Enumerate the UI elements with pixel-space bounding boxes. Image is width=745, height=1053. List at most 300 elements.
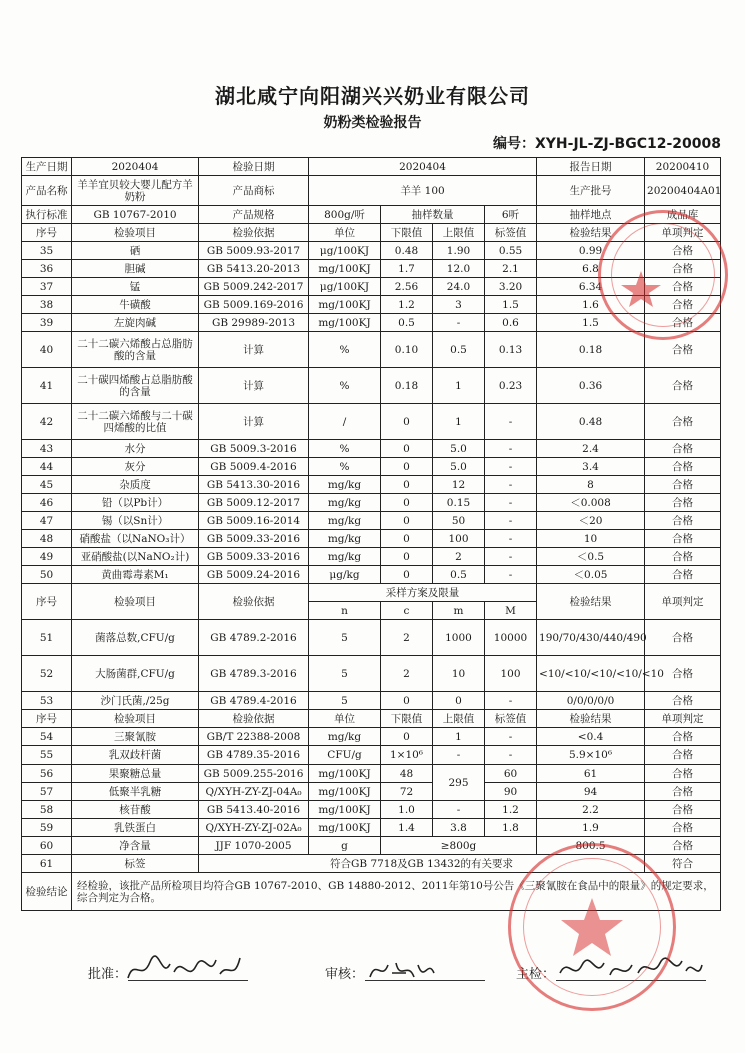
header-cell: 检验依据 (199, 584, 309, 620)
cell-basis: GB 5009.255-2016 (199, 765, 309, 783)
table-row (22, 819, 721, 837)
cell-judge: 合格 (645, 512, 721, 530)
cell-label: - (485, 404, 537, 440)
header-cell: 检验结果 (537, 224, 645, 242)
cell-no: 58 (22, 801, 72, 819)
cell-result: 0.48 (537, 404, 645, 440)
cell-no: 50 (22, 566, 72, 584)
cell-lower: 48 (381, 765, 433, 783)
cell-label: 0.23 (485, 368, 537, 404)
table-row (22, 260, 721, 278)
cell-c: 2 (381, 620, 433, 656)
cell-upper: 0.15 (433, 494, 485, 512)
cell-lower: 0 (381, 440, 433, 458)
cell-M: - (485, 692, 537, 710)
cell-judge: 合格 (645, 530, 721, 548)
header-cell: 单位 (309, 710, 381, 728)
cell-no: 46 (22, 494, 72, 512)
cell-M: 100 (485, 656, 537, 692)
cell-basis: 计算 (199, 368, 309, 404)
cell-judge: 合格 (645, 548, 721, 566)
review-signature (366, 955, 436, 991)
cell-judge: 合格 (645, 728, 721, 746)
cell-item: 硒 (72, 242, 199, 260)
document-number: 编号：XYH-JL-ZJ-BGC12-20008 (492, 136, 721, 152)
cell-n: 5 (309, 692, 381, 710)
cell-result: 1.5 (537, 314, 645, 332)
cell-upper: 5.0 (433, 440, 485, 458)
cell-basis: GB 5009.24-2016 (199, 566, 309, 584)
header-cell: c (381, 602, 433, 620)
cell-unit: mg/100KJ (309, 314, 381, 332)
cell-lower: 0 (381, 728, 433, 746)
cell-lower: 2.56 (381, 278, 433, 296)
header-cell: n (309, 602, 381, 620)
cell-no: 42 (22, 404, 72, 440)
cell-item: 亚硝酸盐(以NaNO₂计) (72, 548, 199, 566)
cell-requirement: 符合GB 7718及GB 13432的有关要求 (199, 855, 645, 873)
header-cell: 检验项目 (72, 710, 199, 728)
header-cell: 标签值 (485, 224, 537, 242)
cell-item: 三聚氰胺 (72, 728, 199, 746)
cell-m: 0 (433, 692, 485, 710)
cell-lower: 0.18 (381, 368, 433, 404)
cell-item: 水分 (72, 440, 199, 458)
cell-judge: 合格 (645, 837, 721, 855)
approve-signature (124, 952, 244, 992)
info-row (22, 206, 721, 224)
cell-basis: GB 5009.12-2017 (199, 494, 309, 512)
cell-result: 61 (537, 765, 645, 783)
cell-item: 净含量 (72, 837, 199, 855)
info-value: 成品库 (645, 206, 721, 224)
cell-judge: 合格 (645, 620, 721, 656)
cell-lower: 0 (381, 530, 433, 548)
cell-basis: GB 4789.35-2016 (199, 746, 309, 765)
cell-upper: 3.8 (433, 819, 485, 837)
cell-result: 5.9×10⁶ (537, 746, 645, 765)
cell-m: 10 (433, 656, 485, 692)
cell-label: 60 (485, 765, 537, 783)
table-row (22, 837, 721, 855)
cell-basis: 计算 (199, 404, 309, 440)
cell-judge: 合格 (645, 819, 721, 837)
cell-basis: GB 4789.2-2016 (199, 620, 309, 656)
table-row (22, 314, 721, 332)
cell-result: ＜0.05 (537, 566, 645, 584)
cell-item: 二十二碳六烯酸与二十碳四烯酸的比值 (72, 404, 199, 440)
cell-lower: 0 (381, 512, 433, 530)
table-row (22, 728, 721, 746)
cell-item: 锡（以Sn计） (72, 512, 199, 530)
info-value: 800g/听 (309, 206, 381, 224)
table-row (22, 765, 721, 783)
cell-label: - (485, 530, 537, 548)
cell-upper: - (433, 314, 485, 332)
header-cell: 下限值 (381, 710, 433, 728)
cell-no: 38 (22, 296, 72, 314)
cell-upper: - (433, 746, 485, 765)
table-row (22, 512, 721, 530)
cell-upper: 50 (433, 512, 485, 530)
table-row (22, 404, 721, 440)
cell-unit: mg/kg (309, 548, 381, 566)
cell-no: 54 (22, 728, 72, 746)
cell-result: 94 (537, 783, 645, 801)
cell-unit: mg/100KJ (309, 783, 381, 801)
cell-lower: 0 (381, 566, 433, 584)
header-cell: 检验依据 (199, 224, 309, 242)
cell-unit: / (309, 404, 381, 440)
header-cell: 序号 (22, 224, 72, 242)
header-cell: 标签值 (485, 710, 537, 728)
cell-judge: 合格 (645, 566, 721, 584)
cell-unit: % (309, 458, 381, 476)
cell-upper: 100 (433, 530, 485, 548)
header-cell: 检验结果 (537, 710, 645, 728)
cell-result: 0.36 (537, 368, 645, 404)
header-cell: m (433, 602, 485, 620)
cell-judge: 合格 (645, 296, 721, 314)
cell-item: 沙门氏菌,/25g (72, 692, 199, 710)
cell-no: 48 (22, 530, 72, 548)
cell-upper: 1.90 (433, 242, 485, 260)
header-cell: 单项判定 (645, 584, 721, 620)
cell-basis: GB 5009.3-2016 (199, 440, 309, 458)
inspect-signature (556, 953, 706, 991)
cell-no: 59 (22, 819, 72, 837)
cell-lower: 0 (381, 404, 433, 440)
table-row (22, 476, 721, 494)
cell-result: 0.99 (537, 242, 645, 260)
cell-lower: 1.7 (381, 260, 433, 278)
cell-upper: 2 (433, 548, 485, 566)
table-row (22, 620, 721, 656)
cell-unit: g (309, 837, 381, 855)
cell-basis: GB 5009.242-2017 (199, 278, 309, 296)
cell-limit: ≥800g (381, 837, 537, 855)
cell-label: 1.8 (485, 819, 537, 837)
table-row (22, 242, 721, 260)
cell-judge: 合格 (645, 765, 721, 783)
cell-label: - (485, 548, 537, 566)
cell-item: 杂质度 (72, 476, 199, 494)
cell-no: 39 (22, 314, 72, 332)
cell-label: 0.6 (485, 314, 537, 332)
cell-upper: 0.5 (433, 332, 485, 368)
info-value: 20200404A01 (645, 176, 721, 206)
cell-result: <0.4 (537, 728, 645, 746)
cell-unit: μg/100KJ (309, 242, 381, 260)
cell-item: 硝酸盐（以NaNO₃计） (72, 530, 199, 548)
header-cell: 采样方案及限量 (309, 584, 537, 602)
cell-label: - (485, 440, 537, 458)
cell-label: - (485, 494, 537, 512)
cell-no: 35 (22, 242, 72, 260)
cell-item: 二十二碳六烯酸占总脂肪酸的含量 (72, 332, 199, 368)
cell-no: 40 (22, 332, 72, 368)
cell-unit: mg/100KJ (309, 819, 381, 837)
cell-basis: GB 5009.4-2016 (199, 458, 309, 476)
table-row (22, 855, 721, 873)
header-cell: 检验结果 (537, 584, 645, 620)
cell-basis: Q/XYH-ZY-ZJ-04A₀ (199, 783, 309, 801)
cell-judge: 合格 (645, 368, 721, 404)
cell-basis: GB 5009.93-2017 (199, 242, 309, 260)
table-row (22, 746, 721, 765)
cell-no: 41 (22, 368, 72, 404)
cell-item: 低聚半乳糖 (72, 783, 199, 801)
cell-item: 乳铁蛋白 (72, 819, 199, 837)
cell-label: - (485, 746, 537, 765)
cell-item: 胆碱 (72, 260, 199, 278)
header-cell: 单项判定 (645, 710, 721, 728)
cell-label: 90 (485, 783, 537, 801)
cell-item: 黄曲霉毒素M₁ (72, 566, 199, 584)
table-row (22, 692, 721, 710)
info-label: 产品名称 (22, 176, 72, 206)
cell-item: 灰分 (72, 458, 199, 476)
info-value: 2020404 (309, 158, 537, 176)
cell-upper: 5.0 (433, 458, 485, 476)
cell-judge: 符合 (645, 855, 721, 873)
inspect-label: 主检： (516, 967, 556, 982)
cell-upper: 3 (433, 296, 485, 314)
cell-no: 51 (22, 620, 72, 656)
cell-item: 铅（以Pb计） (72, 494, 199, 512)
info-label: 抽样地点 (537, 206, 645, 224)
cell-result: ＜0.5 (537, 548, 645, 566)
cell-lower: 0.48 (381, 242, 433, 260)
header-cell: 单项判定 (645, 224, 721, 242)
info-label: 检验日期 (199, 158, 309, 176)
conclusion-row (22, 873, 721, 911)
cell-label: 1.2 (485, 801, 537, 819)
table-row (22, 494, 721, 512)
header-cell: 检验项目 (72, 224, 199, 242)
cell-no: 37 (22, 278, 72, 296)
cell-result: 190/70/430/440/490 (537, 620, 645, 656)
cell-upper: 1 (433, 728, 485, 746)
cell-upper: 295 (433, 765, 485, 801)
conclusion-label: 检验结论 (22, 873, 72, 911)
column-header-row (22, 224, 721, 242)
cell-judge: 合格 (645, 656, 721, 692)
cell-item: 乳双歧杆菌 (72, 746, 199, 765)
cell-result: ＜20 (537, 512, 645, 530)
cell-item: 果聚糖总量 (72, 765, 199, 783)
cell-judge: 合格 (645, 278, 721, 296)
cell-label: - (485, 458, 537, 476)
info-label: 报告日期 (537, 158, 645, 176)
cell-unit: mg/100KJ (309, 296, 381, 314)
cell-basis: GB 5413.30-2016 (199, 476, 309, 494)
info-label: 产品规格 (199, 206, 309, 224)
cell-lower: 0 (381, 494, 433, 512)
cell-no: 60 (22, 837, 72, 855)
table-row (22, 332, 721, 368)
cell-no: 43 (22, 440, 72, 458)
info-value: 羊羊宜贝较大婴儿配方羊奶粉 (72, 176, 199, 206)
cell-label: 2.1 (485, 260, 537, 278)
cell-lower: 1×10⁶ (381, 746, 433, 765)
cell-no: 57 (22, 783, 72, 801)
table-row (22, 783, 721, 801)
cell-upper: - (433, 801, 485, 819)
header-cell: 单位 (309, 224, 381, 242)
cell-judge: 合格 (645, 332, 721, 368)
cell-result: 10 (537, 530, 645, 548)
cell-upper: 0.5 (433, 566, 485, 584)
info-row (22, 176, 721, 206)
cell-result: 8 (537, 476, 645, 494)
cell-lower: 0 (381, 548, 433, 566)
cell-basis: GB/T 22388-2008 (199, 728, 309, 746)
info-value: 羊羊 100 (309, 176, 537, 206)
cell-lower: 72 (381, 783, 433, 801)
review-label: 审核： (325, 967, 365, 982)
cell-result: 0.18 (537, 332, 645, 368)
cell-result: 2.2 (537, 801, 645, 819)
header-cell: 检验项目 (72, 584, 199, 620)
cell-c: 2 (381, 656, 433, 692)
cell-n: 5 (309, 656, 381, 692)
cell-item: 菌落总数,CFU/g (72, 620, 199, 656)
cell-judge: 合格 (645, 494, 721, 512)
cell-basis: JJF 1070-2005 (199, 837, 309, 855)
cell-no: 44 (22, 458, 72, 476)
cell-judge: 合格 (645, 801, 721, 819)
cell-judge: 合格 (645, 404, 721, 440)
cell-unit: mg/kg (309, 494, 381, 512)
cell-unit: mg/100KJ (309, 260, 381, 278)
cell-no: 53 (22, 692, 72, 710)
table-row (22, 440, 721, 458)
cell-no: 45 (22, 476, 72, 494)
cell-judge: 合格 (645, 242, 721, 260)
cell-label: - (485, 566, 537, 584)
table-row (22, 801, 721, 819)
info-value: 6听 (485, 206, 537, 224)
cell-judge: 合格 (645, 692, 721, 710)
cell-basis: GB 5413.40-2016 (199, 801, 309, 819)
cell-n: 5 (309, 620, 381, 656)
table-row (22, 566, 721, 584)
cell-lower: 1.4 (381, 819, 433, 837)
cell-upper: 12.0 (433, 260, 485, 278)
cell-item: 核苷酸 (72, 801, 199, 819)
cell-result: 0/0/0/0/0 (537, 692, 645, 710)
cell-no: 61 (22, 855, 72, 873)
cell-basis: GB 5009.33-2016 (199, 548, 309, 566)
cell-unit: mg/kg (309, 476, 381, 494)
inspection-table (21, 157, 721, 911)
cell-unit: μg/100KJ (309, 278, 381, 296)
table-row (22, 656, 721, 692)
cell-result: 6.8 (537, 260, 645, 278)
table-row (22, 278, 721, 296)
cell-result: 6.34 (537, 278, 645, 296)
cell-basis: GB 4789.3-2016 (199, 656, 309, 692)
cell-no: 52 (22, 656, 72, 692)
cell-basis: GB 29989-2013 (199, 314, 309, 332)
cell-judge: 合格 (645, 476, 721, 494)
cell-result: <10/<10/<10/<10/<10 (537, 656, 645, 692)
cell-no: 36 (22, 260, 72, 278)
cell-result: ＜0.008 (537, 494, 645, 512)
header-cell: 下限值 (381, 224, 433, 242)
cell-unit: mg/kg (309, 512, 381, 530)
cell-basis: 计算 (199, 332, 309, 368)
cell-no: 49 (22, 548, 72, 566)
cell-label: 0.13 (485, 332, 537, 368)
cell-lower: 0 (381, 458, 433, 476)
column-header-row (22, 710, 721, 728)
info-label: 生产批号 (537, 176, 645, 206)
cell-lower: 0.5 (381, 314, 433, 332)
cell-unit: μg/kg (309, 566, 381, 584)
table-row (22, 368, 721, 404)
cell-result: 800.5 (537, 837, 645, 855)
cell-item: 大肠菌群,CFU/g (72, 656, 199, 692)
cell-basis: GB 5009.16-2014 (199, 512, 309, 530)
cell-result: 1.9 (537, 819, 645, 837)
cell-result: 2.4 (537, 440, 645, 458)
cell-item: 标签 (72, 855, 199, 873)
cell-item: 锰 (72, 278, 199, 296)
cell-item: 左旋肉碱 (72, 314, 199, 332)
cell-no: 56 (22, 765, 72, 783)
header-cell: 上限值 (433, 224, 485, 242)
cell-judge: 合格 (645, 746, 721, 765)
table-row (22, 296, 721, 314)
cell-label: 3.20 (485, 278, 537, 296)
cell-upper: 1 (433, 368, 485, 404)
cell-basis: GB 5413.20-2013 (199, 260, 309, 278)
cell-label: - (485, 512, 537, 530)
header-cell: M (485, 602, 537, 620)
cell-label: 1.5 (485, 296, 537, 314)
info-value: 20200410 (645, 158, 721, 176)
cell-unit: % (309, 368, 381, 404)
cell-label: 0.55 (485, 242, 537, 260)
table-row (22, 530, 721, 548)
cell-label: - (485, 476, 537, 494)
conclusion-text: 经检验，该批产品所检项目均符合GB 10767-2010、GB 14880-2012、2011年第10号公告《三聚氰胺在食品中的限量》的规定要求，综合判定为合格。 (72, 873, 721, 911)
info-value: 2020404 (72, 158, 199, 176)
info-row (22, 158, 721, 176)
micro-header-row (22, 584, 721, 602)
cell-unit: CFU/g (309, 746, 381, 765)
cell-no: 47 (22, 512, 72, 530)
cell-basis: Q/XYH-ZY-ZJ-02A₀ (199, 819, 309, 837)
cell-unit: mg/100KJ (309, 801, 381, 819)
cell-lower: 0 (381, 476, 433, 494)
cell-M: 10000 (485, 620, 537, 656)
cell-upper: 1 (433, 404, 485, 440)
cell-basis: GB 4789.4-2016 (199, 692, 309, 710)
cell-upper: 24.0 (433, 278, 485, 296)
header-cell: 序号 (22, 584, 72, 620)
cell-upper: 12 (433, 476, 485, 494)
cell-unit: mg/100KJ (309, 765, 381, 783)
header-cell: 序号 (22, 710, 72, 728)
cell-result: 3.4 (537, 458, 645, 476)
cell-basis: GB 5009.33-2016 (199, 530, 309, 548)
info-value: GB 10767-2010 (72, 206, 199, 224)
cell-m: 1000 (433, 620, 485, 656)
cell-lower: 0.10 (381, 332, 433, 368)
